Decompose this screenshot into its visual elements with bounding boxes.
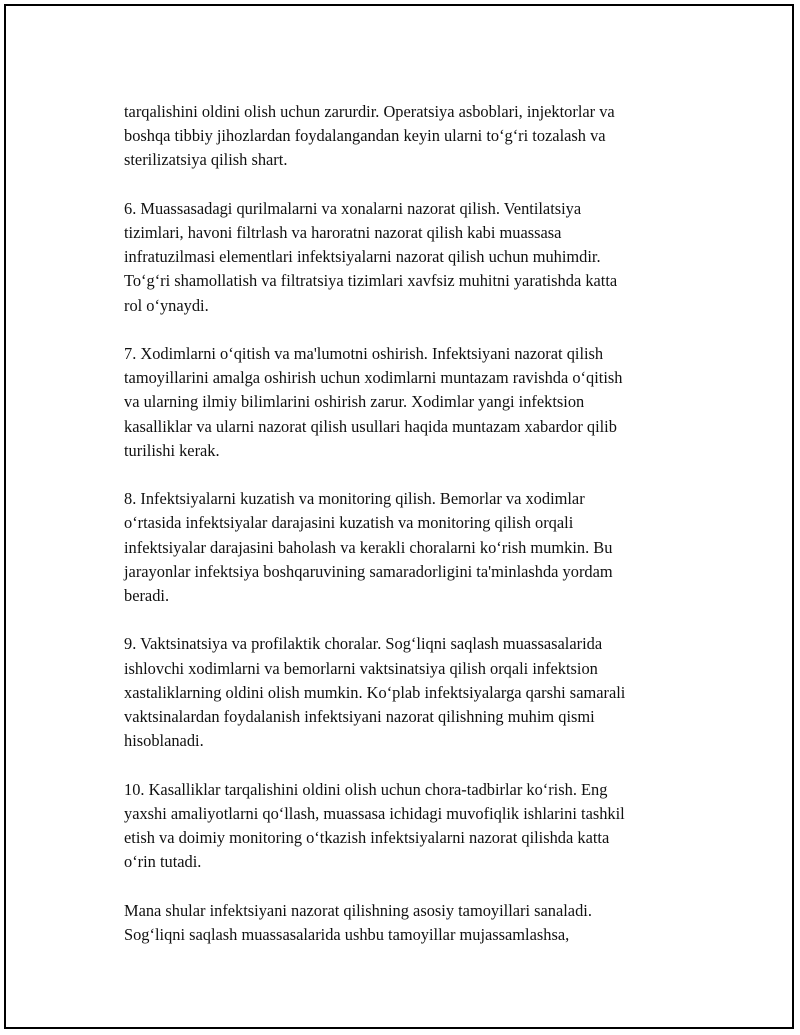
paragraph-continuation: tarqalishini oldini olish uchun zarurdir. Operatsiya asboblari, injektorlar va boshqa tibbiy jihozlardan foydalangandan keyin ularni to‘g‘ri tozalash va sterilizatsiya qilish shart.: [124, 102, 615, 170]
paragraph-item-6: 6. Muassasadagi qurilmalarni va xonalarni nazorat qilish. Ventilatsiya tizimlari, havoni filtrlash va haroratni nazorat qilish kabi muassasa infratuzilmasi elementlari infektsiyalarni nazorat qilish uchun muhimdir. To‘g‘ri shamollatish va filtratsiya tizimlari xavfsiz muhitni yaratishda katta rol o‘ynaydi.: [124, 198, 618, 315]
page-frame: [4, 4, 794, 1029]
paragraph-item-10: 10. Kasalliklar tarqalishini oldini olish uchun chora-tadbirlar ko‘rish. Eng yaxshi amaliyotlarni qo‘llash, muassasa ichidagi muvofiqlik ishlarini tashkil etish va doimiy monitoring o‘tkazish infektsiyalarni nazorat qilishda katta o‘rin tutadi.: [124, 779, 625, 872]
paragraph-item-7: 7. Xodimlarni o‘qitish va ma'lumotni oshirish. Infektsiyani nazorat qilish tamoyillarini amalga oshirish uchun xodimlarni muntazam ravishda o‘qitish va ularning ilmiy bilimlarini oshirish zarur. Xodimlar yangi infektsion kasalliklar va ularni nazorat qilish usullari haqida muntazam xabardor qilib turilishi kerak.: [124, 344, 623, 460]
paragraph-item-8: 8. Infektsiyalarni kuzatish va monitoring qilish. Bemorlar va xodimlar o‘rtasida infektsiyalar darajasini kuzatish va monitoring qilish orqali infektsiyalar darajasini baholash va kerakli choralarni ko‘rish mumkin. Bu jarayonlar infektsiya boshqaruvining samaradorligini ta'minlashda yordam beradi.: [124, 489, 613, 606]
document-body: [124, 100, 734, 971]
paragraph-conclusion: Mana shular infektsiyani nazorat qilishning asosiy tamoyillari sanaladi. Sog‘liqni saqlash muassasalarida ushbu tamoyillar mujassamlashsa,: [124, 900, 592, 944]
paragraph-item-9: 9. Vaktsinatsiya va profilaktik choralar. Sog‘liqni saqlash muassasalarida ishlovchi xodimlarni va bemorlarni vaktsinatsiya qilish orqali infektsion xastaliklarning oldini olish mumkin. Ko‘plab infektsiyalarga qarshi samarali vaktsinalardan foydalanish infektsiyani nazorat qilishning muhim qismi hisoblanadi.: [124, 634, 626, 751]
